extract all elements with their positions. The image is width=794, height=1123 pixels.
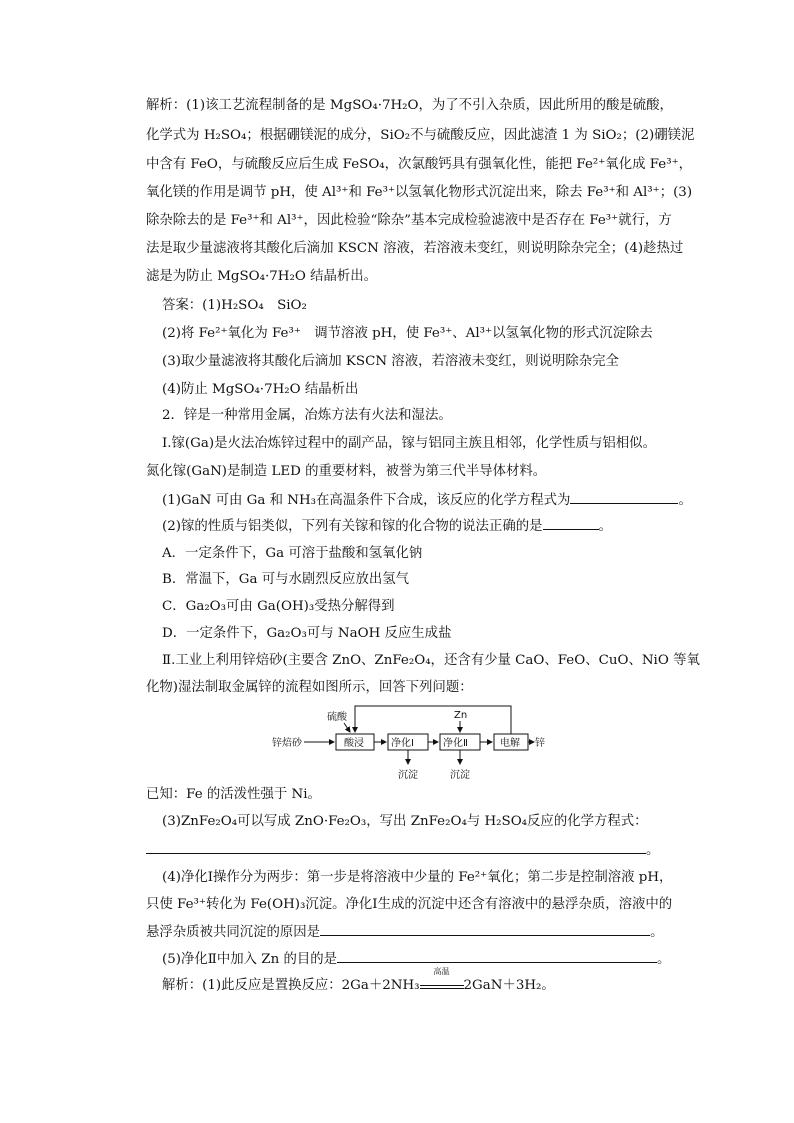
answer-line-4: (4)防止 MgSO₄·7H₂O 结晶析出 (162, 382, 359, 397)
answer-blank-5[interactable] (337, 949, 657, 963)
answer-blank-1[interactable] (570, 490, 678, 504)
sub-question-5-text: (5)净化Ⅱ中加入 Zn 的目的是 (162, 952, 338, 967)
sub-question-4-text: 悬浮杂质被共同沉淀的原因是 (146, 925, 321, 940)
answer-line-2: (2)将 Fe²⁺氧化为 Fe³⁺ 调节溶液 pH，使 Fe³⁺、Al³⁺以氢氧化物的形式沉淀除去 (162, 326, 653, 341)
solution-end: 2GaN＋3H₂。 (463, 978, 555, 993)
sub-question-4-line-3 (146, 922, 664, 943)
sub-question-4-end: 。 (650, 925, 664, 940)
option-a: A．一定条件下，Ga 可溶于盐酸和氢氧化钠 (162, 546, 423, 561)
analysis-line-4: 氧化镁的作用是调节 pH，使 Al³⁺和 Fe³⁺以氢氧化物形式沉淀出来，除去 Fe³⁺和 Al³⁺；(3) (146, 185, 693, 200)
solution-text: 解析：(1)此反应是置换反应：2Ga＋2NH₃ (162, 978, 420, 993)
part-1-intro-line-2: 氮化镓(GaN)是制造 LED 的重要材料，被誉为第三代半导体材料。 (146, 464, 547, 479)
sub-question-4-line-2: 只使 Fe³⁺转化为 Fe(OH)₃沉淀。净化Ⅰ生成的沉淀中还含有溶液中的悬浮杂质，溶液中的 (146, 897, 673, 912)
analysis-line-3: 中含有 FeO，与硫酸反应后生成 FeSO₄，次氯酸钙具有强氧化性，能把 Fe²⁺氧化成 Fe³⁺， (146, 157, 693, 172)
flow-recycle-arrow (355, 706, 511, 734)
analysis-line-6: 法是取少量滤液将其酸化后滴加 KSCN 溶液，若溶液未变红，则说明除杂完全；(4)趁热过 (146, 241, 684, 256)
analysis-line-2: 化学式为 H₂SO₄；根据硼镁泥的成分，SiO₂不与硫酸反应，因此滤渣 1 为 SiO₂；(2)硼镁泥 (146, 128, 695, 143)
sub-question-1 (162, 490, 692, 511)
sub-question-4-line-1: (4)净化Ⅰ操作分为两步：第一步是将溶液中少量的 Fe²⁺氧化；第二步是控制溶液 pH， (162, 870, 673, 885)
flow-input-sulfuric-acid: 硫酸 (327, 712, 347, 723)
equals-sign-line (420, 985, 464, 989)
process-flow-diagram (272, 704, 545, 786)
flow-box-purify-2-label: 净化Ⅱ (443, 738, 468, 749)
sub-question-3: (3)ZnFe₂O₄可以写成 ZnO·Fe₂O₃，写出 ZnFe₂O₄与 H₂SO₄反应的化学方程式： (162, 814, 648, 829)
sub-question-2-end: 。 (598, 519, 612, 534)
analysis-line-5: 除杂除去的是 Fe³⁺和 Al³⁺，因此检验“除杂”基本完成检验滤液中是否存在 Fe³⁺就行，方 (146, 213, 672, 228)
part-2-intro-line-1: Ⅱ.工业上利用锌焙砂(主要含 ZnO、ZnFe₂O₄，还含有少量 CaO、FeO、CuO、NiO 等氧 (162, 653, 700, 668)
sub-question-2-text: (2)镓的性质与铝类似，下列有关镓和镓的化合物的说法正确的是 (162, 519, 543, 534)
answer-line-1: 答案：(1)H₂SO₄ SiO₂ (162, 298, 307, 313)
known-condition: 已知：Fe 的活泼性强于 Ni。 (146, 787, 321, 802)
flow-output-precipitate-1: 沉淀 (398, 770, 418, 781)
option-b: B．常温下，Ga 可与水剧烈反应放出氢气 (162, 572, 410, 587)
option-c: C．Ga₂O₃可由 Ga(OH)₃受热分解得到 (162, 599, 395, 614)
reaction-condition-arrow (420, 967, 464, 989)
option-d: D．一定条件下，Ga₂O₃可与 NaOH 反应生成盐 (162, 626, 452, 641)
part-1-intro-line-1: Ⅰ.镓(Ga)是火法冶炼锌过程中的副产品，镓与铝同主族且相邻，化学性质与铝相似。 (162, 436, 656, 451)
flow-output-precipitate-2: 沉淀 (450, 770, 470, 781)
flow-box-purify-1-label: 净化Ⅰ (391, 738, 414, 749)
flow-box-electrolysis-label: 电解 (500, 738, 520, 749)
answer-blank-3[interactable] (146, 840, 646, 854)
analysis-line-1: 解析：(1)该工艺流程制备的是 MgSO₄·7H₂O，为了不引入杂质，因此所用的酸是硫酸， (146, 98, 673, 113)
sub-question-5 (162, 949, 672, 970)
sub-question-3-end: 。 (646, 843, 660, 858)
analysis-line-7: 滤是为防止 MgSO₄·7H₂O 结晶析出。 (146, 269, 378, 284)
flow-box-acid-leach-label: 酸浸 (344, 738, 364, 749)
sub-question-5-end: 。 (657, 952, 671, 967)
flow-arrow-acid-in (344, 723, 350, 732)
flow-input-zn: Zn (454, 710, 468, 721)
solution-line (162, 967, 672, 996)
flow-start-label: 锌焙砂 (272, 738, 302, 749)
sub-question-3-answer (146, 840, 660, 861)
sub-question-2 (162, 516, 672, 537)
sub-question-1-text: (1)GaN 可由 Ga 和 NH₃在高温条件下合成，该反应的化学方程式为 (162, 493, 571, 508)
answer-line-3: (3)取少量滤液将其酸化后滴加 KSCN 溶液，若溶液未变红，则说明除杂完全 (162, 354, 619, 369)
question-2-title: 2．锌是一种常用金属，冶炼方法有火法和湿法。 (162, 408, 452, 423)
answer-blank-2[interactable] (543, 516, 599, 530)
part-2-intro-line-2: 化物)湿法制取金属锌的流程如图所示，回答下列问题： (146, 680, 473, 695)
sub-question-1-end: 。 (678, 493, 692, 508)
flow-end-label: 锌 (535, 738, 545, 749)
answer-blank-4[interactable] (320, 922, 650, 936)
reaction-condition-label: 高温 (433, 967, 450, 976)
